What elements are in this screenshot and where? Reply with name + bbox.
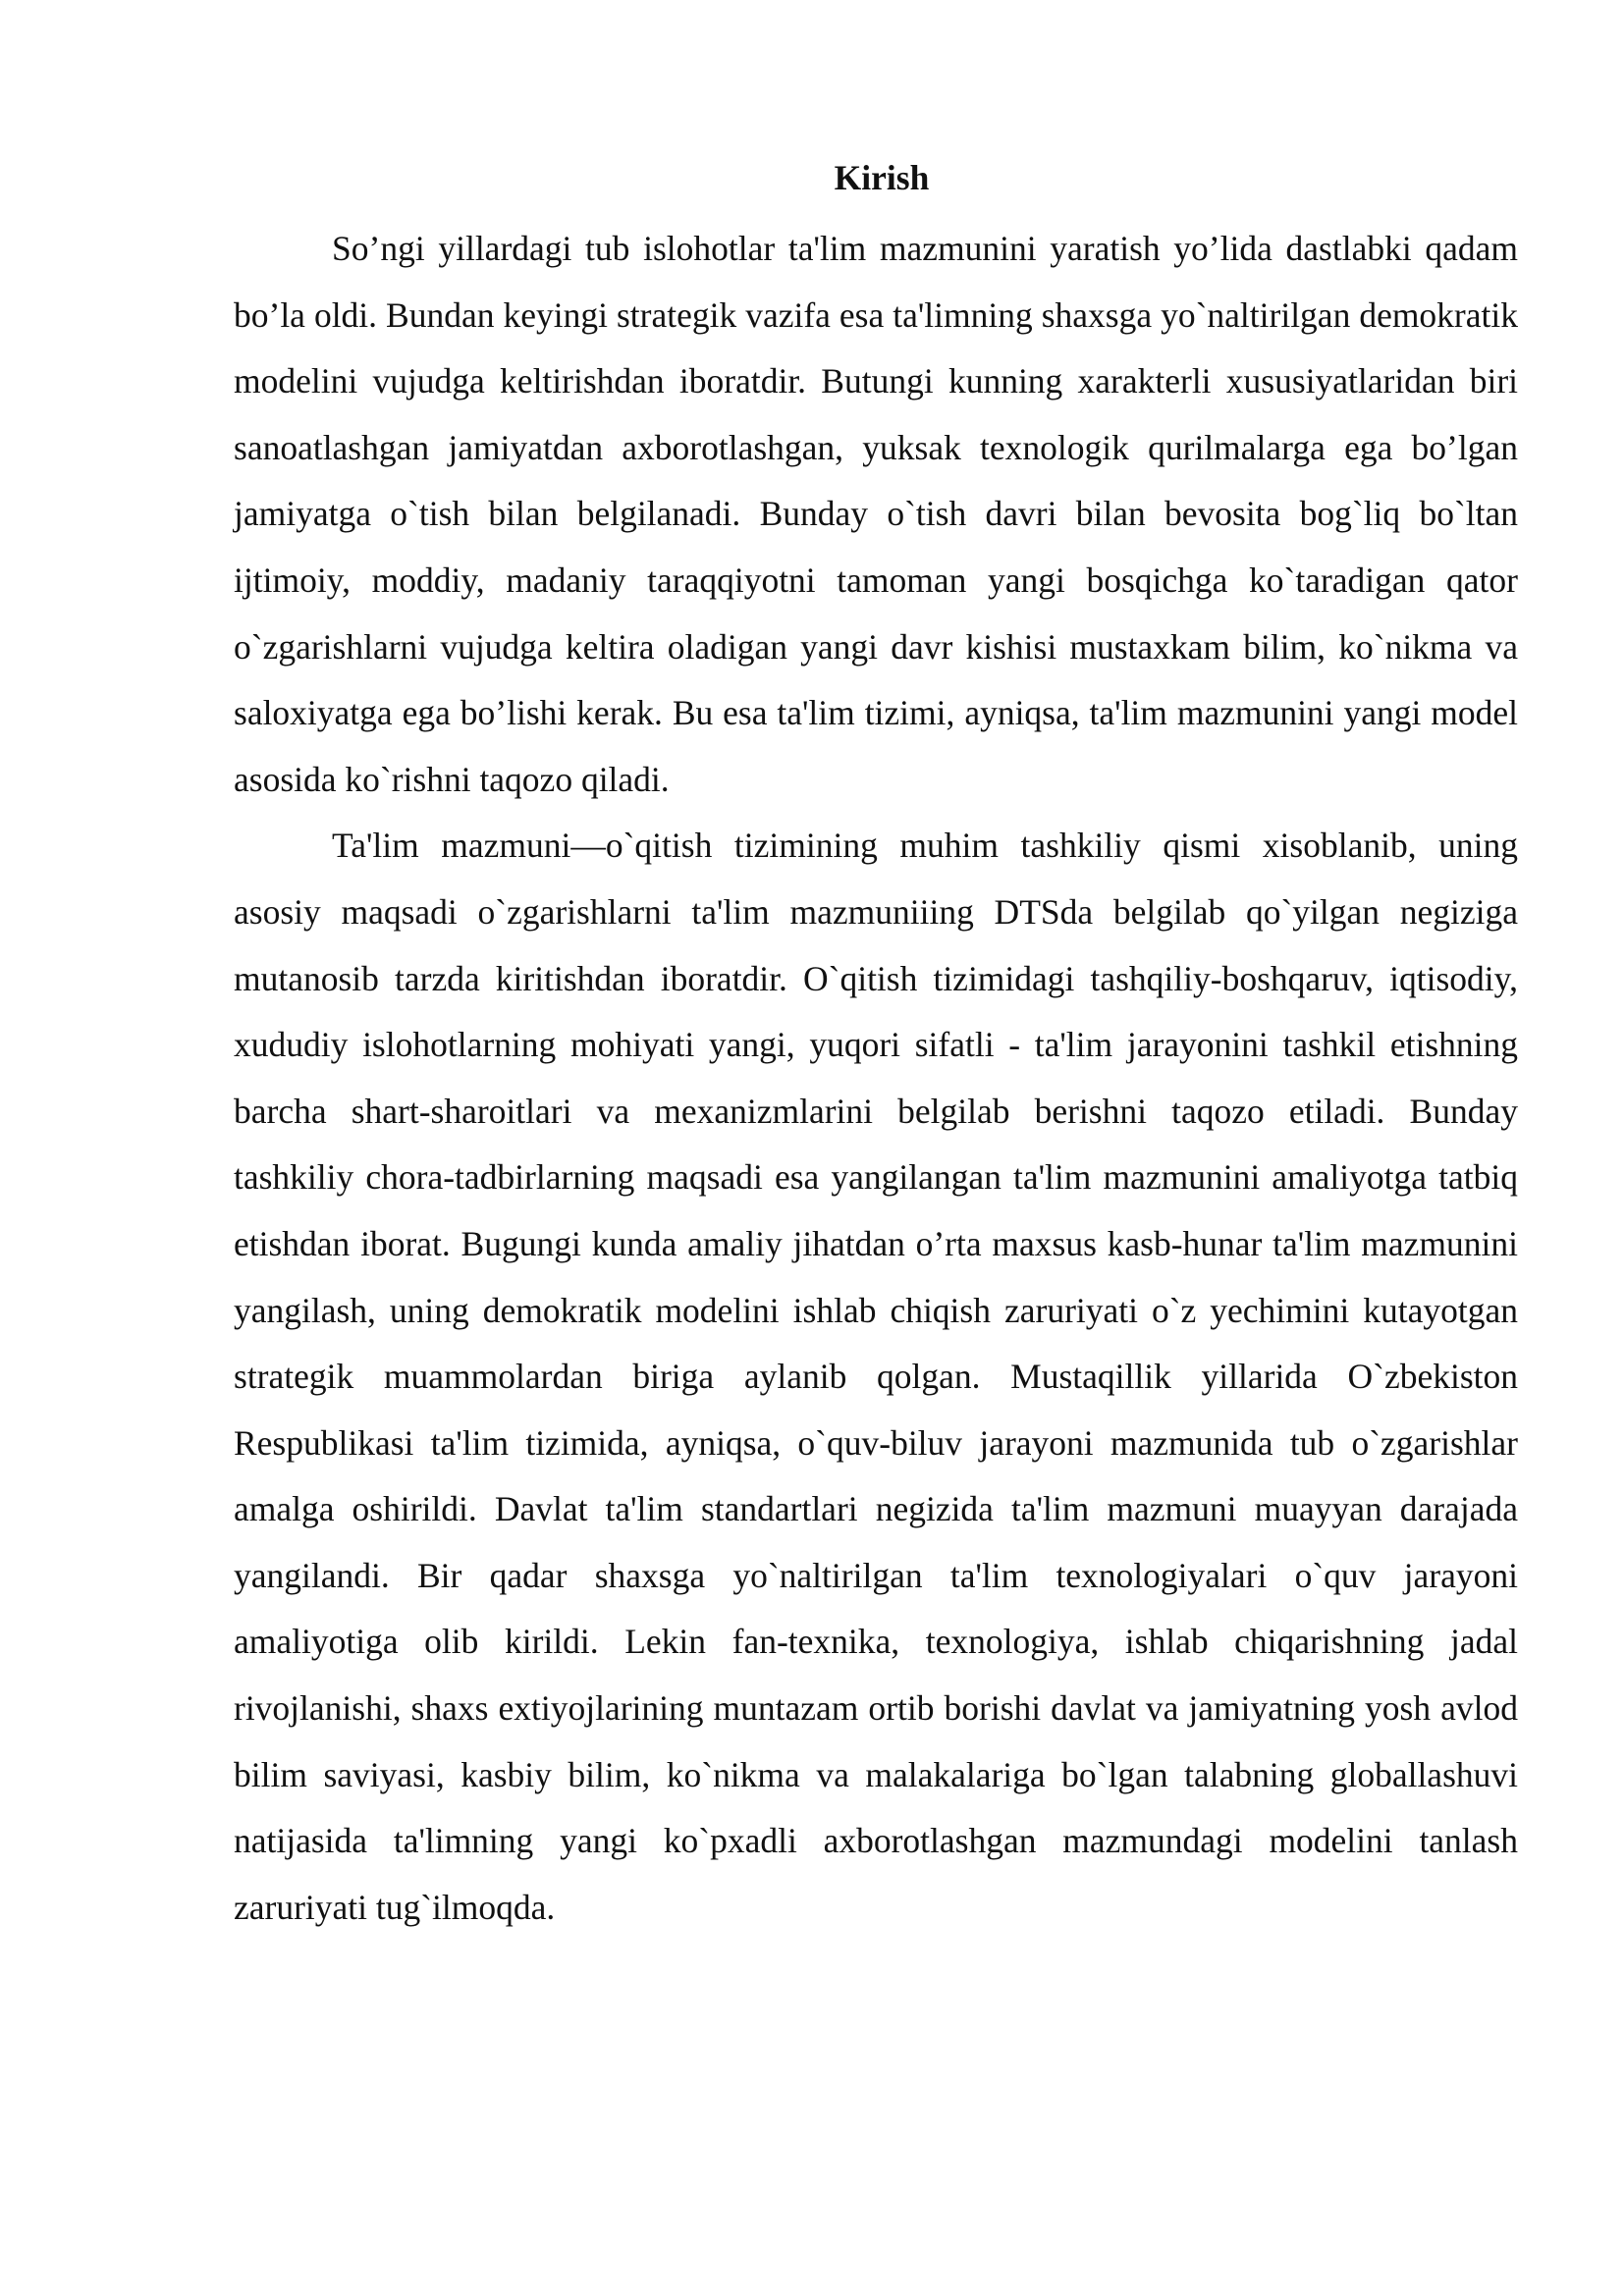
- paragraph-1: So’ngi yillardagi tub islohotlar ta'lim mazmunini yaratish yo’lida dastlabki qadam bo’la oldi. Bundan keyingi strategik vazifa esa ta'limning shaxsga yo`naltirilgan demokratik modelini vujudga keltirishdan iboratdir. Butungi kunning xarakterli xususiyatlaridan biri sanoatlashgan jamiyatdan axborotlashgan, yuksak texnologik qurilmalarga ega bo’lgan jamiyatga o`tish bilan belgilanadi. Bunday o`tish davri bilan bevosita bog`liq bo`ltan ijtimoiy, moddiy, madaniy taraqqiyotni tamoman yangi bosqichga ko`taradigan qator o`zgarishlarni vujudga keltira oladigan yangi davr kishisi mustaxkam bilim, ko`nikma va saloxiyatga ega bo’lishi kerak. Bu esa ta'lim tizimi, ayniqsa, ta'lim mazmunini yangi model asosida ko`rishni taqozo qiladi.: [234, 229, 1518, 799]
- document-page: [234, 147, 1518, 1941]
- paragraph-2: Ta'lim mazmuni—o`qitish tizimining muhim tashkiliy qismi xisoblanib, uning asosiy maqsadi o`zgarishlarni ta'lim mazmuniiing DTSda belgilab qo`yilgan negiziga mutanosib tarzda kiritishdan iboratdir. O`qitish tizimidagi tashqiliy-boshqaruv, iqtisodiy, xududiy islohotlarning mohiyati yangi, yuqori sifatli - ta'lim jarayonini tashkil etishning barcha shart-sharoitlari va mexanizmlarini belgilab berishni taqozo etiladi. Bunday tashkiliy chora-tadbirlarning maqsadi esa yangilangan ta'lim mazmunini amaliyotga tatbiq etishdan iborat. Bugungi kunda amaliy jihatdan o’rta maxsus kasb-hunar ta'lim mazmunini yangilash, uning demokratik modelini ishlab chiqish zaruriyati o`z yechimini kutayotgan strategik muammolardan biriga aylanib qolgan. Mustaqillik yillarida O`zbekiston Respublikasi ta'lim tizimida, ayniqsa, o`quv-biluv jarayoni mazmunida tub o`zgarishlar amalga oshirildi. Davlat ta'lim standartlari negizida ta'lim mazmuni muayyan darajada yangilandi. Bir qadar shaxsga yo`naltirilgan ta'lim texnologiyalari o`quv jarayoni amaliyotiga olib kirildi. Lekin fan-texnika, texnologiya, ishlab chiqarishning jadal rivojlanishi, shaxs extiyojlarining muntazam ortib borishi davlat va jamiyatning yosh avlod bilim saviyasi, kasbiy bilim, ko`nikma va malakalariga bo`lgan talabning globallashuvi natijasida ta'limning yangi ko`pxadli axborotlashgan mazmundagi modelini tanlash zaruriyati tug`ilmoqda.: [234, 826, 1518, 1927]
- document-title: Kirish: [834, 158, 930, 197]
